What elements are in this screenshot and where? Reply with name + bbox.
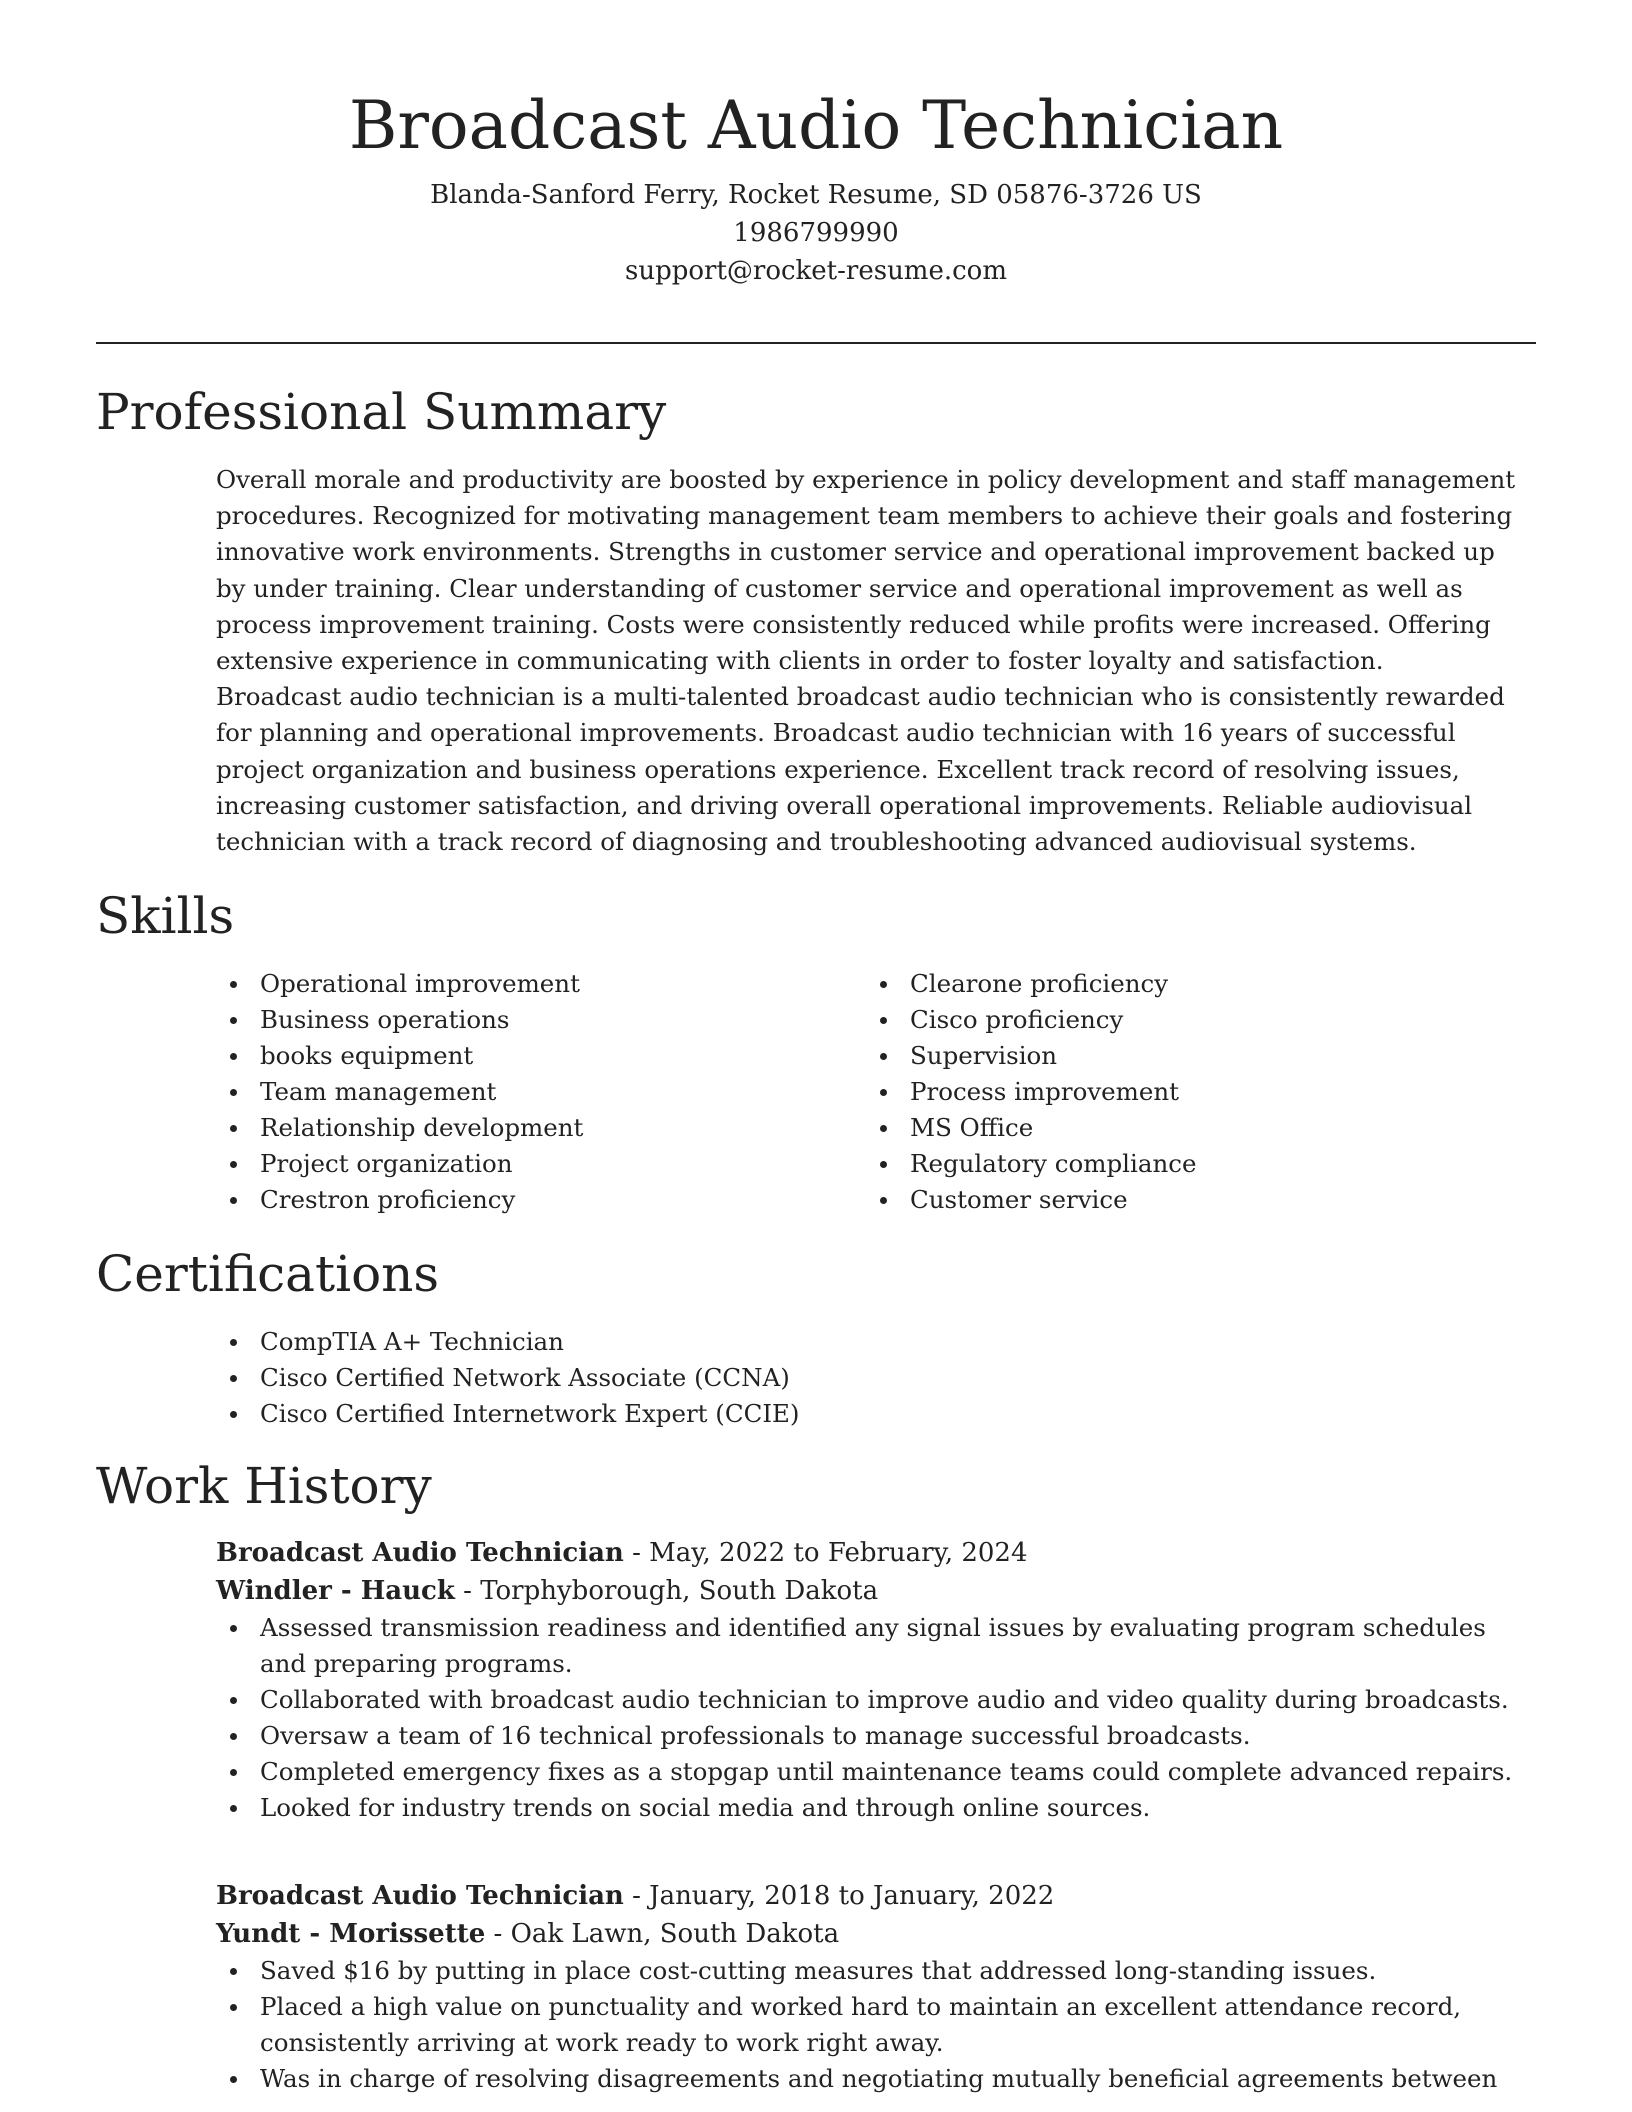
list-item: Regulatory compliance xyxy=(866,1146,1466,1182)
list-item: Customer service xyxy=(866,1182,1466,1218)
job-location: - Torphyborough, South Dakota xyxy=(454,1576,879,1606)
job-company-line xyxy=(216,1572,1516,1610)
certifications-list-container xyxy=(216,1324,1516,1432)
list-item: Collaborated with broadcast audio technician to improve audio and video quality during broadcasts. xyxy=(216,1682,1516,1718)
skills-column-left xyxy=(216,966,816,1218)
section-title-summary: Professional Summary xyxy=(96,383,667,441)
resume-header xyxy=(0,0,1632,290)
list-item: Cisco Certified Network Associate (CCNA) xyxy=(216,1360,1516,1396)
candidate-title: Broadcast Audio Technician xyxy=(348,87,1284,164)
list-item: Oversaw a team of 16 technical professionals to manage successful broadcasts. xyxy=(216,1718,1516,1754)
list-item: Cisco Certified Internetwork Expert (CCIE) xyxy=(216,1396,1516,1432)
list-item: Clearone proficiency xyxy=(866,966,1466,1002)
skills-list-left xyxy=(216,966,816,1218)
header-divider xyxy=(96,342,1536,344)
job-company: Windler - Hauck xyxy=(216,1576,455,1606)
list-item: Business operations xyxy=(216,1002,816,1038)
list-item: Looked for industry trends on social media and through online sources. xyxy=(216,1790,1516,1826)
list-item: Operational improvement xyxy=(216,966,816,1002)
section-title-certifications: Certifications xyxy=(96,1245,440,1303)
skills-list-right xyxy=(866,966,1466,1218)
list-item: Project organization xyxy=(216,1146,816,1182)
list-item: Process improvement xyxy=(866,1074,1466,1110)
job-bullets xyxy=(216,1953,1516,2097)
list-item: Crestron proficiency xyxy=(216,1182,816,1218)
list-item: Cisco proficiency xyxy=(866,1002,1466,1038)
list-item: CompTIA A+ Technician xyxy=(216,1324,1516,1360)
contact-address: Blanda-Sanford Ferry, Rocket Resume, SD 05876-3726 US xyxy=(430,180,1202,210)
job-company-line xyxy=(216,1915,1516,1953)
contact-phone: 1986799990 xyxy=(733,218,899,248)
list-item: Completed emergency fixes as a stopgap until maintenance teams could complete advanced repairs. xyxy=(216,1754,1516,1790)
job-title-line xyxy=(216,1534,1516,1572)
list-item: Assessed transmission readiness and identified any signal issues by evaluating program schedules and preparing programs. xyxy=(216,1610,1516,1682)
summary-text: Overall morale and productivity are boosted by experience in policy development and staff management procedures. Recognized for motivating management team members to achieve their goals and fostering innovative work environments. Strengths in customer service and operational improvement backed up by under training. Clear understanding of customer service and operational improvement as well as process improvement training. Costs were consistently reduced while profits were increased. Offering extensive experience in communicating with clients in order to foster loyalty and satisfaction. Broadcast audio technician is a multi-talented broadcast audio technician who is consistently rewarded for planning and operational improvements. Broadcast audio technician with 16 years of successful project organization and business operations experience. Excellent track record of resolving issues, increasing customer satisfaction, and driving overall operational improvements. Reliable audiovisual technician with a track record of diagnosing and troubleshooting advanced audiovisual systems. xyxy=(216,465,1516,857)
list-item: Placed a high value on punctuality and worked hard to maintain an excellent attendance record, consistently arriving at work ready to work right away. xyxy=(216,1989,1516,2061)
list-item: Relationship development xyxy=(216,1110,816,1146)
list-item: Was in charge of resolving disagreements and negotiating mutually beneficial agreements between xyxy=(216,2061,1516,2097)
list-item: books equipment xyxy=(216,1038,816,1074)
job-title-line xyxy=(216,1877,1516,1915)
job-bullets xyxy=(216,1610,1516,1826)
job-company: Yundt - Morissette xyxy=(216,1919,486,1949)
job-position: Broadcast Audio Technician xyxy=(216,1538,624,1568)
job-entry xyxy=(216,1877,1516,2097)
job-dates: - January, 2018 to January, 2022 xyxy=(623,1881,1055,1911)
job-location: - Oak Lawn, South Dakota xyxy=(485,1919,840,1949)
list-item: MS Office xyxy=(866,1110,1466,1146)
contact-email: support@rocket-resume.com xyxy=(624,256,1007,286)
job-dates: - May, 2022 to February, 2024 xyxy=(623,1538,1028,1568)
skills-column-right xyxy=(866,966,1466,1218)
section-title-skills: Skills xyxy=(96,887,235,945)
certifications-list xyxy=(216,1324,1516,1432)
section-title-work-history: Work History xyxy=(96,1457,432,1515)
contact-block xyxy=(0,176,1632,290)
job-entry xyxy=(216,1534,1516,1826)
list-item: Saved $16 by putting in place cost-cutting measures that addressed long-standing issues. xyxy=(216,1953,1516,1989)
job-position: Broadcast Audio Technician xyxy=(216,1881,624,1911)
list-item: Team management xyxy=(216,1074,816,1110)
list-item: Supervision xyxy=(866,1038,1466,1074)
